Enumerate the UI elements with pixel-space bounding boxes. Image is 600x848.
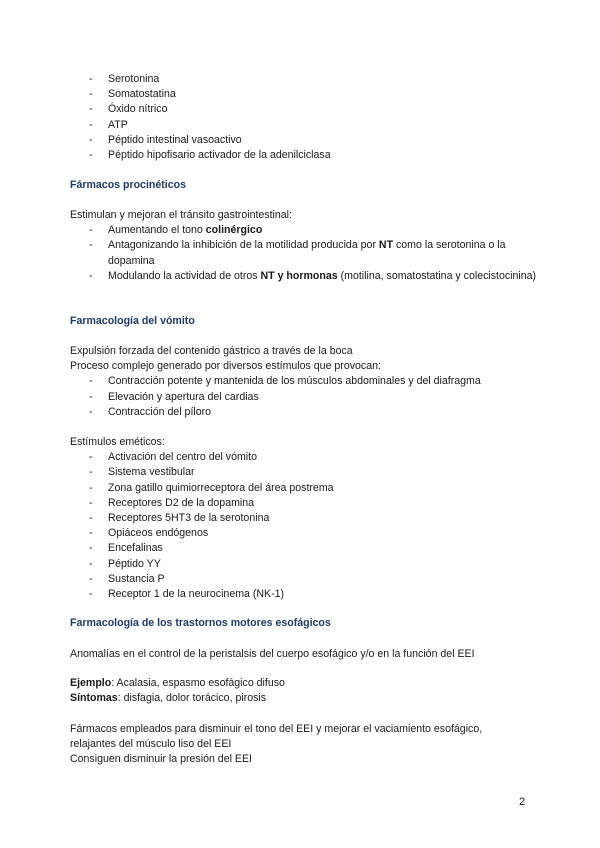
section-heading-esofagicos: Farmacología de los trastornos motores esofágicos: [70, 617, 331, 629]
list-item: - Elevación y apertura del cardias: [70, 390, 540, 405]
esofagicos-details: [70, 676, 540, 706]
list-item: - Opiáceos endógenos: [70, 526, 540, 541]
vomito-line: Expulsión forzada del contenido gástrico a través de la boca: [70, 345, 353, 357]
list-item: - Sustancia P: [70, 572, 540, 587]
list-item: - Receptor 1 de la neurocinema (NK-1): [70, 587, 540, 602]
list-item: - Contracción del píloro: [70, 405, 540, 420]
list-item: - Encefalinas: [70, 541, 540, 556]
farmacos-paragraph: [70, 722, 540, 768]
section-heading-vomito: Farmacología del vómito: [70, 315, 195, 327]
list-item: - Receptores 5HT3 de la serotonina: [70, 511, 540, 526]
list-item: - Somatostatina: [70, 87, 540, 102]
mediator-list: [70, 72, 540, 163]
procineticos-list: [70, 223, 540, 284]
list-item: - Aumentando el tono colinérgico: [70, 223, 540, 238]
procineticos-section: [70, 208, 540, 284]
ejemplo-line: Ejemplo: Acalasia, espasmo esofágico difuso: [70, 677, 285, 689]
estimulos-title: Estímulos eméticos:: [70, 436, 165, 448]
procineticos-intro: Estimulan y mejoran el tránsito gastrointestinal:: [70, 209, 292, 221]
list-item: - Zona gatillo quimiorreceptora del área postrema: [70, 481, 540, 496]
esofagicos-line: Anomalías en el control de la peristalsis del cuerpo esofágico y/o en la función del EEI: [70, 648, 475, 660]
list-item: - Activación del centro del vómito: [70, 450, 540, 465]
sintomas-line: Síntomas: disfagia, dolor torácico, pirosis: [70, 692, 267, 705]
section-heading-procineticos: Fármacos procinéticos: [70, 179, 186, 191]
farmacos-line: Consiguen disminuir la presión del EEI: [70, 753, 252, 766]
list-item: - Péptido hipofisario activador de la adenilciclasa: [70, 148, 540, 163]
farmacos-line: relajantes del músculo liso del EEI: [70, 738, 232, 751]
vomito-section: [70, 344, 540, 420]
vomito-list: [70, 374, 540, 420]
list-item: - Antagonizando la inhibición de la motilidad producida por NT como la serotonina o la dopamina: [70, 238, 540, 268]
list-item: - Péptido intestinal vasoactivo: [70, 133, 540, 148]
list-item: - Péptido YY: [70, 557, 540, 572]
estimulos-section: [70, 435, 540, 602]
list-item: - Modulando la actividad de otros NT y hormonas (motilina, somatostatina y colecistocinina): [70, 269, 540, 284]
estimulos-list: [70, 450, 540, 602]
mediator-list-block: [70, 72, 540, 163]
page-number: 2: [519, 796, 526, 808]
list-item: - Sistema vestibular: [70, 465, 540, 480]
list-item: - Receptores D2 de la dopamina: [70, 496, 540, 511]
list-item: - Óxido nítrico: [70, 102, 540, 117]
vomito-line: Proceso complejo generado por diversos estímulos que provocan:: [70, 360, 381, 373]
list-item: - Contracción potente y mantenida de los músculos abdominales y del diafragma: [70, 374, 540, 389]
list-item: - Serotonina: [70, 72, 540, 87]
list-item: - ATP: [70, 118, 540, 133]
farmacos-line: Fármacos empleados para disminuir el tono del EEI y mejorar el vaciamiento esofágico,: [70, 723, 483, 735]
